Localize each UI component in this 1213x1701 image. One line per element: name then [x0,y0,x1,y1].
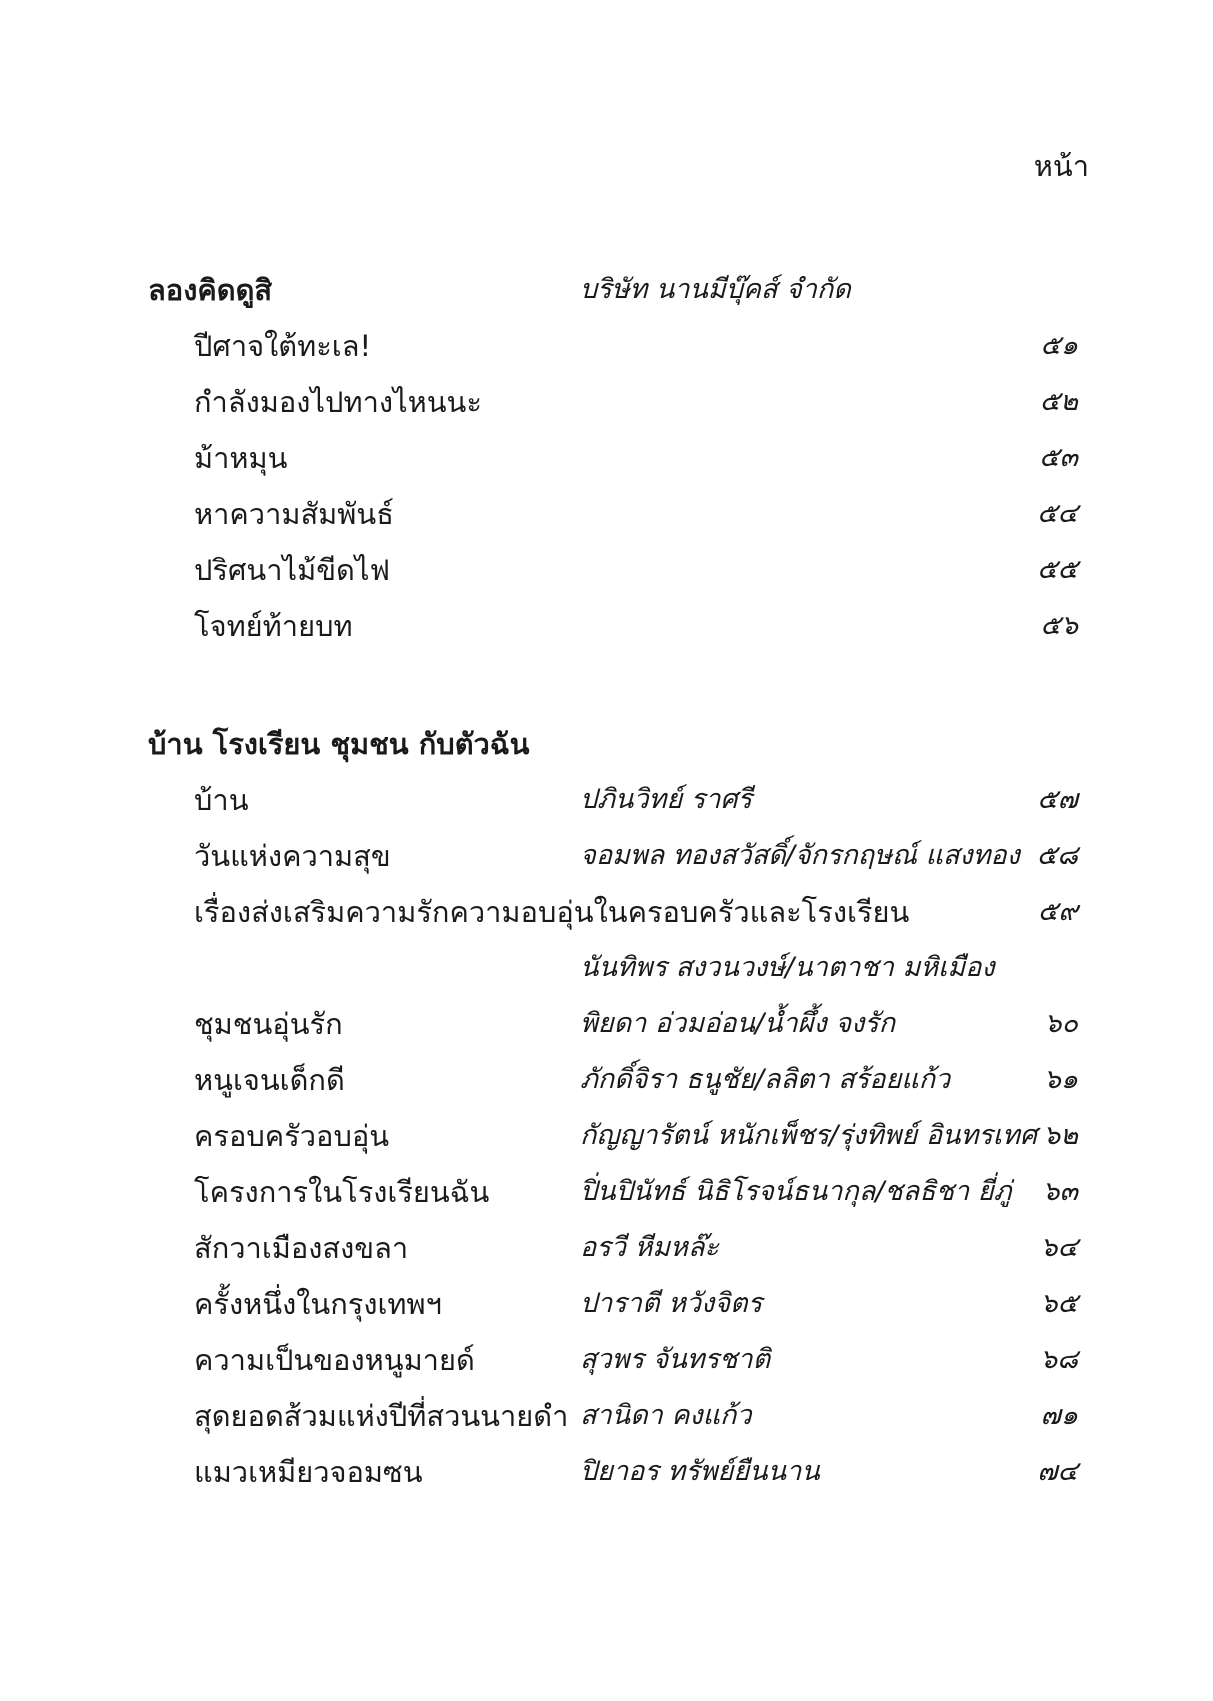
section-title: ลองคิดดูสิ [148,273,273,307]
entry-author: จอมพล ทองสวัสดิ์/จักรกฤษณ์ แสงทอง [580,840,1020,871]
entry-author: กัญญารัตน์ หนักเพ็ชร/รุ่งทิพย์ อินทรเทศ [580,1120,1037,1151]
entry-title: บ้าน [194,783,249,817]
entry-page-number: ๕๗ [1037,784,1078,815]
entry-author: สานิดา คงแก้ว [580,1400,752,1431]
entry-page-number: ๖๐ [1044,1008,1078,1039]
toc-entry [148,1388,1078,1444]
entry-title: ชุมชนอุ่นรัก [194,1007,343,1041]
entry-page-number: ๕๘ [1036,840,1078,871]
toc-entry [148,1220,1078,1276]
entry-author: ปิยาอร ทรัพย์ยืนนาน [580,1456,820,1487]
entry-title: โจทย์ท้ายบท [194,609,353,643]
entry-title: สุดยอดส้วมแห่งปีที่สวนนายดำ [194,1399,569,1433]
entry-author: สุวพร จันทรชาติ [580,1344,771,1375]
entry-title: ครอบครัวอบอุ่น [194,1119,390,1153]
entry-page-number: ๖๔ [1040,1232,1078,1263]
toc-entry [148,1052,1078,1108]
entry-page-number: ๕๙ [1037,896,1078,927]
entry-title: สักวาเมืองสงขลา [194,1231,409,1265]
entry-page-number: ๗๔ [1037,1456,1078,1487]
section-heading [148,716,1078,772]
entry-page-number: ๕๑ [1040,330,1078,361]
entry-title: หาความสัมพันธ์ [194,497,394,531]
entry-author: นันทิพร สงวนวงษ์/นาตาชา มหิเมือง [580,952,995,983]
toc-entry [148,996,1078,1052]
entry-page-number: ๕๓ [1039,442,1078,473]
entry-page-number: ๖๘ [1040,1344,1078,1375]
page-column-label: หน้า [1033,149,1089,183]
entry-page-number: ๕๒ [1039,386,1078,417]
section-heading [148,262,1078,318]
toc-section-think [148,262,1078,654]
toc-entry [148,1444,1078,1500]
entry-author: พิยดา อ่วมอ่อน/น้ำผึ้ง จงรัก [580,1008,896,1039]
entry-page-number: ๕๕ [1037,554,1078,585]
toc-entry [148,318,1078,374]
entry-title: ความเป็นของหนูมายด์ [194,1343,475,1377]
entry-page-number: ๕๔ [1037,498,1078,529]
entry-title: ปีศาจใต้ทะเล! [194,329,372,363]
section-publisher: บริษัท นานมีบุ๊คส์ จำกัด [580,274,851,305]
entry-page-number: ๗๑ [1040,1400,1078,1431]
entry-title: โครงการในโรงเรียนฉัน [194,1175,490,1209]
entry-title: แมวเหมียวจอมซน [194,1455,423,1489]
toc-entry [148,374,1078,430]
toc-section-home-school [148,716,1078,1500]
entry-title: ครั้งหนึ่งในกรุงเทพฯ [194,1287,442,1321]
entry-author: ปภินวิทย์ ราศรี [580,784,753,815]
toc-entry [148,542,1078,598]
entry-author: ภักดิ์จิรา ธนูชัย/ลลิตา สร้อยแก้ว [580,1064,951,1095]
entry-title: ม้าหมุน [194,441,288,475]
toc-entry [148,430,1078,486]
toc-entry [148,828,1078,884]
entry-page-number: ๖๓ [1042,1176,1078,1207]
toc-entry [148,884,1078,940]
entry-author: ปาราตี หวังจิตร [580,1288,763,1319]
entry-page-number: ๖๒ [1043,1120,1078,1151]
entry-page-number: ๕๖ [1040,610,1078,641]
entry-page-number: ๖๕ [1040,1288,1078,1319]
section-title: บ้าน โรงเรียน ชุมชน กับตัวฉัน [148,727,530,761]
toc-entry [148,1332,1078,1388]
toc-entry [148,772,1078,828]
toc-entry [148,1108,1078,1164]
entry-title: วันแห่งความสุข [194,839,391,873]
toc-entry-continuation [148,940,1078,996]
toc-entry [148,598,1078,654]
toc-entry [148,1276,1078,1332]
entry-title: กำลังมองไปทางไหนนะ [194,385,482,419]
entry-author: อรวี หีมหล๊ะ [580,1232,719,1263]
entry-page-number: ๖๑ [1043,1064,1078,1095]
entry-title: เรื่องส่งเสริมความรักความอบอุ่นในครอบครัวและโรงเรียน [194,895,910,929]
entry-author: ปิ่นปินัทธ์ นิธิโรจน์ธนากุล/ชลธิชา ยี่ภู่ [580,1176,1012,1207]
entry-title: ปริศนาไม้ขีดไฟ [194,553,390,587]
entry-title: หนูเจนเด็กดี [194,1063,345,1097]
toc-entry [148,486,1078,542]
toc-entry [148,1164,1078,1220]
